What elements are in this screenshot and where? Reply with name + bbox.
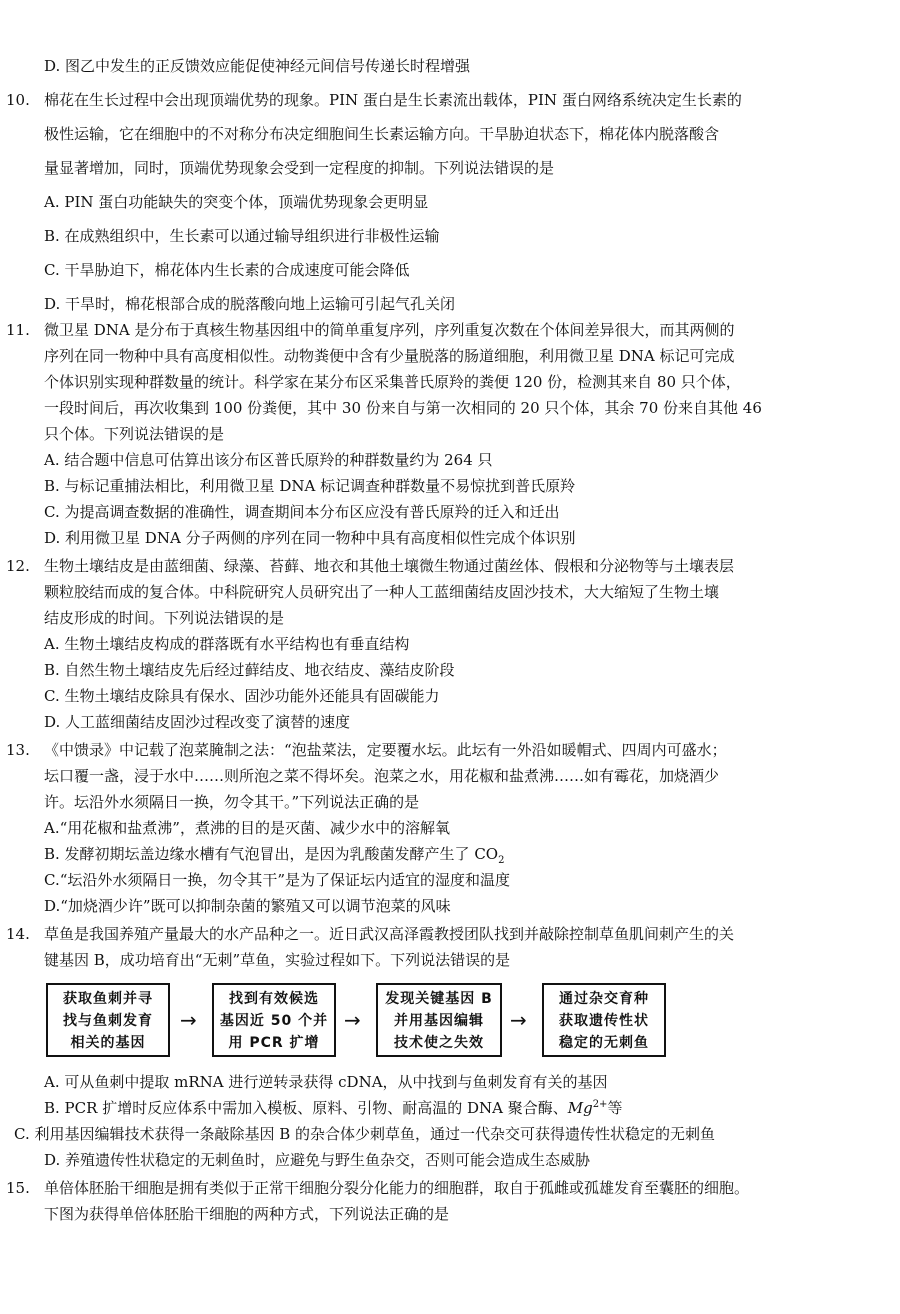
q13-number: 13.	[6, 741, 30, 759]
q13-option-d: D.“加烧酒少许”既可以抑制杂菌的繁殖又可以调节泡菜的风味	[44, 897, 451, 915]
q11-stem-line: 一段时间后，再次收集到 100 份粪便，其中 30 份来自与第一次相同的 20 只个体，其余 70 份来自其他 46	[44, 399, 762, 417]
flow-step-text: 基因近 50 个并	[219, 1013, 329, 1029]
q10-number: 10.	[6, 91, 30, 109]
q14-option-c: C. 利用基因编辑技术获得一条敲除基因 B 的杂合体少刺草鱼，通过一代杂交可获得遗传性状稳定的无刺鱼	[14, 1125, 716, 1143]
q14-option-a: A. 可从鱼刺中提取 mRNA 进行逆转录获得 cDNA，从中找到与鱼刺发育有关的基因	[44, 1073, 608, 1091]
q10-option-d: D. 干旱时，棉花根部合成的脱落酸向地上运输可引起气孔关闭	[44, 295, 456, 313]
flow-step-4	[542, 983, 666, 1057]
q14-number: 14.	[6, 925, 30, 943]
q12-number: 12.	[6, 557, 30, 575]
q10-option-b: B. 在成熟组织中，生长素可以通过输导组织进行非极性运输	[44, 227, 440, 245]
flow-step-2	[212, 983, 336, 1057]
q12-option-a: A. 生物土壤结皮构成的群落既有水平结构也有垂直结构	[44, 635, 410, 653]
flow-step-3	[376, 983, 502, 1057]
q13-option-c: C.“坛沿外水须隔日一换，勿令其干”是为了保证坛内适宜的湿度和温度	[44, 871, 511, 889]
flow-step-text: 用 PCR 扩增	[228, 1035, 320, 1051]
q13-option-b: B. 发酵初期坛盖边缘水槽有气泡冒出，是因为乳酸菌发酵产生了 $CO_2$	[44, 845, 505, 866]
q13-stem-line: 许。坛沿外水须隔日一换，勿令其干。”下列说法正确的是	[44, 793, 420, 811]
q14-stem-line: 键基因 B，成功培育出“无刺”草鱼，实验过程如下。下列说法错误的是	[44, 951, 511, 969]
q9-option-d: D. 图乙中发生的正反馈效应能促使神经元间信号传递长时程增强	[44, 57, 471, 75]
q15-number: 15.	[6, 1179, 30, 1197]
q10-stem-line: 极性运输，它在细胞中的不对称分布决定细胞间生长素运输方向。干旱胁迫状态下，棉花体内脱落酸含	[44, 125, 720, 143]
q11-number: 11.	[6, 321, 30, 339]
flow-step-1	[46, 983, 170, 1057]
q13-stem-line: 坛口覆一盏，浸于水中……则所泡之菜不得坏矣。泡菜之水，用花椒和盐煮沸……如有霉花，加烧酒少	[44, 767, 720, 785]
q11-stem-line: 个体识别实现种群数量的统计。科学家在某分布区采集普氏原羚的粪便 120 份，检测其来自 80 只个体，	[44, 373, 741, 391]
flow-step-text: 并用基因编辑	[394, 1013, 484, 1029]
flow-step-text: 通过杂交育种	[559, 991, 649, 1007]
q11-option-a: A. 结合题中信息可估算出该分布区普氏原羚的种群数量约为 264 只	[44, 451, 493, 469]
q14-option-d: D. 养殖遗传性状稳定的无刺鱼时，应避免与野生鱼杂交，否则可能会造成生态威胁	[44, 1151, 591, 1169]
q12-stem-line: 生物土壤结皮是由蓝细菌、绿藻、苔藓、地衣和其他土壤微生物通过菌丝体、假根和分泌物等与土壤表层	[44, 557, 735, 575]
q11-stem-line: 只个体。下列说法错误的是	[44, 425, 225, 443]
flow-step-text: 稳定的无刺鱼	[559, 1035, 649, 1051]
flow-step-text: 获取遗传性状	[559, 1013, 649, 1029]
q11-stem-line: 序列在同一物种中具有高度相似性。动物粪便中含有少量脱落的肠道细胞，利用微卫星 DNA 标记可完成	[44, 347, 735, 365]
q12-stem-line: 颗粒胶结而成的复合体。中科院研究人员研究出了一种人工蓝细菌结皮固沙技术，大大缩短了生物土壤	[44, 583, 720, 601]
q14-stem-line: 草鱼是我国养殖产量最大的水产品种之一。近日武汉高泽霞教授团队找到并敲除控制草鱼肌间刺产生的关	[44, 925, 735, 943]
q11-option-b: B. 与标记重捕法相比，利用微卫星 DNA 标记调查种群数量不易惊扰到普氏原羚	[44, 477, 576, 495]
q10-stem-line: 量显著增加，同时，顶端优势现象会受到一定程度的抑制。下列说法错误的是	[44, 159, 555, 177]
q13-option-a: A.“用花椒和盐煮沸”，煮沸的目的是灭菌、减少水中的溶解氧	[44, 819, 450, 837]
flow-arrow-icon: →	[510, 1008, 527, 1032]
q11-option-c: C. 为提高调查数据的准确性，调查期间本分布区应没有普氏原羚的迁入和迁出	[44, 503, 560, 521]
flow-step-text: 发现关键基因 B	[385, 991, 493, 1007]
flow-arrow-icon: →	[180, 1008, 197, 1032]
q12-option-d: D. 人工蓝细菌结皮固沙过程改变了演替的速度	[44, 713, 351, 731]
experiment-flowchart	[46, 983, 676, 1063]
q11-option-d: D. 利用微卫星 DNA 分子两侧的序列在同一物种中具有高度相似性完成个体识别	[44, 529, 576, 547]
flow-step-text: 找到有效候选	[229, 991, 319, 1007]
q11-stem-line: 微卫星 DNA 是分布于真核生物基因组中的简单重复序列，序列重复次数在个体间差异很大，而其两侧的	[44, 321, 735, 339]
flow-arrow-icon: →	[344, 1008, 361, 1032]
q13-stem-line: 《中馈录》中记载了泡菜腌制之法：“泡盐菜法，定要覆水坛。此坛有一外沿如暖帽式、四周内可盛水；	[44, 741, 727, 759]
q10-option-c: C. 干旱胁迫下，棉花体内生长素的合成速度可能会降低	[44, 261, 410, 279]
q12-stem-line: 结皮形成的时间。下列说法错误的是	[44, 609, 285, 627]
q10-option-a: A. PIN 蛋白功能缺失的突变个体，顶端优势现象会更明显	[44, 193, 429, 211]
flow-step-text: 获取鱼刺并寻	[63, 991, 153, 1007]
q12-option-b: B. 自然生物土壤结皮先后经过藓结皮、地衣结皮、藻结皮阶段	[44, 661, 455, 679]
q10-stem-line: 棉花在生长过程中会出现顶端优势的现象。PIN 蛋白是生长素流出载体，PIN 蛋白网络系统决定生长素的	[44, 91, 742, 109]
q15-stem-line: 单倍体胚胎干细胞是拥有类似于正常干细胞分裂分化能力的细胞群，取自于孤雌或孤雄发育至囊胚的细胞。	[44, 1179, 750, 1197]
flow-step-text: 找与鱼刺发育	[63, 1013, 153, 1029]
flow-step-text: 相关的基因	[70, 1035, 146, 1051]
q14-option-b: B. PCR 扩增时反应体系中需加入模板、原料、引物、耐高温的 DNA 聚合酶、$Mg^{2+}$等	[44, 1099, 623, 1117]
flow-step-text: 技术使之失效	[394, 1035, 484, 1051]
q15-stem-line: 下图为获得单倍体胚胎干细胞的两种方式，下列说法正确的是	[44, 1205, 450, 1223]
q12-option-c: C. 生物土壤结皮除具有保水、固沙功能外还能具有固碳能力	[44, 687, 440, 705]
